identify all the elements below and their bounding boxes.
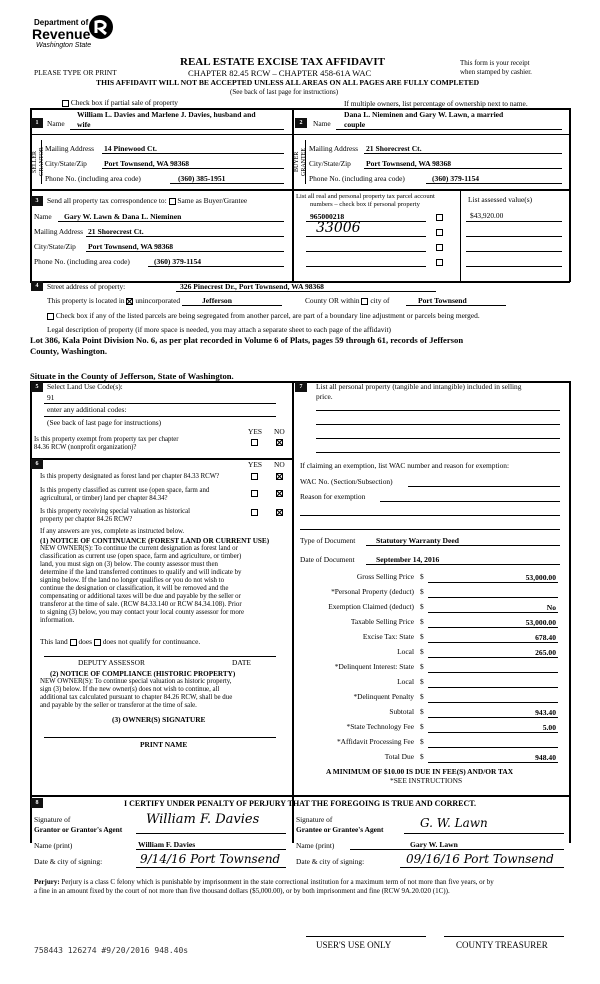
additional-codes-label: enter any additional codes:: [47, 405, 127, 414]
exempt-no-checkbox[interactable]: [276, 439, 283, 446]
city-row: [305, 297, 389, 306]
partial-sale-label: Check box if partial sale of property: [70, 98, 178, 107]
grantor-signature[interactable]: William F. Davies: [146, 812, 260, 827]
tax-row-label: Local: [397, 647, 414, 656]
tax-row-label: *State Technology Fee: [346, 722, 414, 731]
street-label: Street address of property:: [47, 282, 126, 291]
seller-mail-label: Mailing Address: [45, 144, 95, 153]
tax-row-underline: [428, 762, 558, 763]
tax-row-label: Local: [397, 677, 414, 686]
personal-property-label-2: price.: [316, 392, 333, 401]
grantor-sig-label-2: Grantor or Grantor's Agent: [34, 825, 123, 834]
historic-question-2: property per chapter 84.26 RCW?: [40, 516, 133, 523]
wac-label: WAC No. (Section/Subsection): [300, 477, 393, 486]
parcel-2-personal-checkbox[interactable]: [436, 229, 443, 236]
doc-type-label: Type of Document: [300, 536, 356, 545]
tax-row-currency: $: [420, 602, 424, 611]
parcel-1[interactable]: 965000218: [310, 212, 345, 221]
notice-2-line-1: NEW OWNER(S): To continue special valuation as historic property,: [40, 678, 232, 685]
legal-label: Legal description of property (if more space is needed, you may attach a separate sheet to each page of the affidavit): [47, 325, 391, 334]
located-row: [47, 297, 180, 306]
parcel-1-personal-checkbox[interactable]: [436, 214, 443, 221]
does-not-checkbox[interactable]: [94, 639, 101, 646]
notice-1-line-3: land, you must sign on (3) below. The county assessor must then: [40, 561, 218, 568]
current-use-question: Is this property classified as current use (open space, farm and: [40, 487, 210, 494]
tax-row-currency: $: [420, 692, 424, 701]
sec5-no: NO: [274, 427, 285, 436]
tax-row-label: Excise Tax: State: [362, 632, 414, 641]
tax-row-label: Taxable Selling Price: [350, 617, 414, 626]
buyer-mail-value[interactable]: 21 Shorecrest Ct.: [366, 144, 422, 153]
certify-statement: I CERTIFY UNDER PENALTY OF PERJURY THAT THE FOREGOING IS TRUE AND CORRECT.: [124, 799, 477, 808]
exempt-yes-checkbox[interactable]: [251, 439, 258, 446]
grantee-signature[interactable]: G. W. Lawn: [420, 816, 488, 830]
section-8-badge: 8: [31, 798, 43, 808]
tax-row-value[interactable]: 943.40: [535, 708, 556, 717]
dor-logo: [34, 14, 114, 54]
unincorporated-label: unincorporated: [135, 296, 181, 305]
grantor-date-label: Date & city of signing:: [34, 857, 103, 866]
tax-row-currency: $: [420, 617, 424, 626]
perjury-line: [34, 878, 494, 886]
perjury-bold: Perjury:: [34, 878, 60, 886]
seller-city-label: City/State/Zip: [45, 159, 87, 168]
tax-row-underline: [428, 702, 558, 703]
seller-mail-value[interactable]: 14 Pinewood Ct.: [104, 144, 157, 153]
tax-row-label: *Personal Property (deduct): [331, 587, 414, 596]
does-label: does: [78, 637, 92, 646]
located-label: This property is located in: [47, 296, 125, 305]
forest-no-checkbox[interactable]: [276, 473, 283, 480]
deputy-date-label: DATE: [232, 658, 251, 667]
sec5-yes: YES: [248, 427, 262, 436]
doc-type-value[interactable]: Statutory Warranty Deed: [376, 536, 459, 545]
print-name-label: PRINT NAME: [140, 740, 188, 749]
same-as-buyer-checkbox[interactable]: [169, 198, 176, 205]
notice-2-line-2: sign (3) below. If the new owner(s) does not wish to continue, all: [40, 686, 220, 693]
perjury-text-2: a fine in an amount fixed by the court of not more than five thousand dollars ($5,000.00), or by both imprisonment and fine (RCW 9A.20.020 (1C)).: [34, 887, 450, 895]
tax-row-currency: $: [420, 587, 424, 596]
sec3-city-label: City/State/Zip: [34, 242, 76, 251]
tax-row-label: *Affidavit Processing Fee: [336, 737, 414, 746]
tax-row-underline: [428, 717, 558, 718]
tax-row-underline: [428, 747, 558, 748]
tax-row-value[interactable]: 678.40: [535, 633, 556, 642]
see-back-note: (See back of last page for instructions): [230, 88, 339, 96]
assessed-header: List assessed value(s): [468, 195, 533, 204]
tax-row-value[interactable]: 5.00: [542, 723, 556, 732]
does-not-label: does not qualify for continuance.: [102, 637, 201, 646]
form-title: REAL ESTATE EXCISE TAX AFFIDAVIT: [180, 56, 385, 68]
tax-row-value[interactable]: 265.00: [535, 648, 556, 657]
section-3-badge: 3: [31, 196, 43, 206]
buyer-vertical-label: BUYER GRANTEE: [294, 148, 308, 176]
grantor-date-value[interactable]: 9/14/16 Port Townsend: [140, 852, 281, 866]
segregated-label: Check box if any of the listed parcels are being segregated from another parcel, are part of a boundary line adjustment or parcels being merged.: [55, 311, 480, 320]
parcels-header-2: numbers – check box if personal property: [310, 201, 420, 208]
forest-question: Is this property designated as forest land per chapter 84.33 RCW?: [40, 473, 220, 480]
seller-phone-label: Phone No. (including area code): [45, 174, 141, 183]
tax-row-label: *Delinquent Penalty: [353, 692, 414, 701]
tax-row-currency: $: [420, 662, 424, 671]
not-accepted-note: THIS AFFIDAVIT WILL NOT BE ACCEPTED UNLESS ALL AREAS ON ALL PAGES ARE FULLY COMPLETED: [96, 78, 480, 87]
buyer-city-label: City/State/Zip: [309, 159, 351, 168]
section-2-badge: 2: [295, 118, 307, 128]
tax-row-underline: [428, 612, 558, 613]
city-value[interactable]: Port Townsend: [418, 296, 467, 305]
street-value[interactable]: 326 Pinecrest Dr., Port Townsend, WA 98368: [180, 282, 324, 291]
assessed-value-1[interactable]: $43,920.00: [470, 211, 504, 220]
historic-no-checkbox[interactable]: [276, 509, 283, 516]
grantee-name-value[interactable]: Gary W. Lawn: [410, 840, 458, 849]
legal-line-1: Lot 386, Kala Point Division No. 6, as per plat recorded in Volume 6 of Plats, pages 59 through 61, records of Jefferson: [30, 335, 464, 345]
tax-row-currency: $: [420, 632, 424, 641]
notice-1-line-9: to signing (3) below, you may contact your local county assessor for more: [40, 609, 245, 616]
tax-row-value[interactable]: 948.40: [535, 753, 556, 762]
buyer-name-label: Name: [313, 119, 331, 128]
does-checkbox[interactable]: [70, 639, 77, 646]
tax-row-currency: $: [420, 737, 424, 746]
personal-property-label: List all personal property (tangible and intangible) included in selling: [316, 382, 522, 391]
parcel-3-personal-checkbox[interactable]: [436, 244, 443, 251]
section-6-badge: 6: [31, 459, 43, 469]
parcel-4-personal-checkbox[interactable]: [436, 259, 443, 266]
doc-date-value[interactable]: September 14, 2016: [376, 555, 440, 564]
logo-dept: Department of: [34, 18, 89, 27]
exempt-question: Is this property exempt from property tax per chapter: [34, 436, 179, 443]
section-1-badge: 1: [31, 118, 43, 128]
tax-row-underline: [428, 627, 558, 628]
notice-2-line-4: and payable by the seller or transferor at the time of sale.: [40, 702, 197, 709]
sec3-mail-label: Mailing Address: [34, 227, 84, 236]
grantee-name-label: Name (print): [296, 841, 335, 850]
grantee-sig-label-1: Signature of: [296, 815, 333, 824]
sec6-yes: YES: [248, 460, 262, 469]
tax-row-underline: [428, 687, 558, 688]
form-chapter: CHAPTER 82.45 RCW – CHAPTER 458-61A WAC: [188, 68, 372, 78]
land-use-label: Select Land Use Code(s):: [47, 382, 123, 391]
seller-name-line-1: William L. Davies and Marlene J. Davies, husband and: [77, 110, 256, 119]
tax-row-currency: $: [420, 647, 424, 656]
tax-row-value[interactable]: No: [546, 603, 556, 612]
correspondence-row: [47, 197, 247, 206]
notice-1-line-7: compensating or additional taxes will be due and payable by the seller or: [40, 593, 241, 600]
buyer-phone-label: Phone No. (including area code): [309, 174, 405, 183]
tax-row-label: Gross Selling Price: [356, 572, 414, 581]
sec3-mail-value[interactable]: 21 Shorecrest Ct.: [88, 227, 144, 236]
reason-label: Reason for exemption: [300, 492, 366, 501]
county-treasurer-label: COUNTY TREASURER: [456, 940, 548, 950]
parcels-header-1: List all real and personal property tax parcel account: [296, 193, 435, 200]
sec3-name-value[interactable]: Gary W. Lawn & Dana L. Nieminen: [64, 212, 182, 221]
seller-name-line-2: wife: [77, 120, 91, 129]
please-type: PLEASE TYPE OR PRINT: [34, 68, 117, 77]
notice-1-line-4: determine if the land transferred continues to qualify and will indicate by: [40, 569, 242, 576]
seller-vertical-label: SELLER GRANTOR: [32, 147, 46, 177]
logo-name: Revenue: [32, 26, 91, 42]
city-checkbox[interactable]: [361, 298, 368, 305]
tax-row-currency: $: [420, 677, 424, 686]
notice-1-line-6: continue the designation or classification, it will be removed and the: [40, 585, 229, 592]
notice-1-line-5: signing below. If the land no longer qualifies or you do not wish to: [40, 577, 225, 584]
current-use-no-checkbox[interactable]: [276, 490, 283, 497]
grantor-sig-label-1: Signature of: [34, 815, 71, 824]
grantee-sig-label-2: Grantee or Grantee's Agent: [296, 825, 384, 834]
section-7-badge: 7: [295, 382, 307, 392]
tax-row-underline: [428, 732, 558, 733]
tax-row-currency: $: [420, 707, 424, 716]
tax-row-underline: [428, 597, 558, 598]
tax-row-value[interactable]: 53,000.00: [525, 618, 556, 627]
deputy-assessor-label: DEPUTY ASSESSOR: [78, 658, 145, 667]
situate-line: Situate in the County of Jefferson, State of Washington.: [30, 371, 234, 381]
tax-row-underline: [428, 582, 558, 583]
land-use-code[interactable]: 91: [47, 393, 55, 402]
correspondence-label: Send all property tax correspondence to:: [47, 196, 167, 205]
county-or-label: County OR within: [305, 296, 360, 305]
receipt-note-2: when stamped by cashier.: [460, 68, 532, 76]
historic-yes-checkbox[interactable]: [251, 509, 258, 516]
logo-emblem-icon: [88, 14, 114, 40]
partial-sale-row: [62, 99, 178, 108]
any-yes-note: If any answers are yes, complete as instructed below.: [40, 528, 185, 535]
minimum-fee-note: A MINIMUM OF $10.00 IS DUE IN FEE(S) AND/OR TAX: [326, 767, 514, 776]
logo-state: Washington State: [36, 42, 92, 49]
section-4-badge: 4: [31, 281, 43, 291]
this-land-label: This land: [40, 637, 68, 646]
county-value[interactable]: Jefferson: [202, 296, 232, 305]
tax-row-label: Total Due: [384, 752, 414, 761]
tax-row-currency: $: [420, 752, 424, 761]
city-of-label: city of: [370, 296, 390, 305]
buyer-city-value[interactable]: Port Townsend, WA 98368: [366, 159, 452, 168]
parcel-2-handwritten[interactable]: 33006: [316, 220, 361, 236]
buyer-phone-value[interactable]: (360) 379-1154: [432, 174, 480, 183]
legal-line-2: County, Washington.: [30, 346, 107, 356]
seller-name-label: Name: [47, 119, 65, 128]
notice-1-line-8: transferor at the time of sale. (RCW 84.33.140 or RCW 84.34.108). Prior: [40, 601, 242, 608]
multiple-owners-note: If multiple owners, list percentage of ownership next to name.: [344, 99, 528, 108]
forest-yes-checkbox[interactable]: [251, 473, 258, 480]
sec6-no: NO: [274, 460, 285, 469]
tax-row-label: *Delinquent Interest: State: [334, 662, 414, 671]
doc-date-label: Date of Document: [300, 555, 355, 564]
historic-question: Is this property receiving special valuation as historical: [40, 508, 191, 515]
sec3-name-label: Name: [34, 212, 52, 221]
notice-2-line-3: additional tax calculated pursuant to chapter 84.26 RCW, shall be due: [40, 694, 233, 701]
partial-sale-checkbox[interactable]: [62, 100, 69, 107]
sec3-city-value[interactable]: Port Townsend, WA 98368: [88, 242, 174, 251]
tax-row-underline: [428, 642, 558, 643]
notice-1-line-1: NEW OWNER(S): To continue the current designation as forest land or: [40, 545, 238, 552]
land-use-see-back: (See back of last page for instructions): [47, 418, 162, 427]
continuance-row: [40, 638, 200, 647]
buyer-mail-label: Mailing Address: [309, 144, 359, 153]
notice-1-line-2: classification as current use (open space, farm and agriculture, or timber): [40, 553, 242, 560]
tax-row-label: Subtotal: [389, 707, 414, 716]
seller-city-value[interactable]: Port Townsend, WA 98368: [104, 159, 190, 168]
buyer-name-line-1: Dana L. Nieminen and Gary W. Lawn, a married: [344, 110, 504, 119]
sec3-phone-label: Phone No. (including area code): [34, 257, 130, 266]
perjury-text: Perjury is a class C felony which is punishable by imprisonment in the state correctional institution for a maximum term of not more than five years, or by: [61, 878, 494, 886]
tax-row-label: Exemption Claimed (deduct): [328, 602, 414, 611]
see-instructions-note: *SEE INSTRUCTIONS: [390, 776, 463, 785]
notice-compliance-title: (2) NOTICE OF COMPLIANCE (HISTORIC PROPERTY): [50, 670, 236, 678]
grantee-date-value[interactable]: 09/16/16 Port Townsend: [406, 852, 554, 866]
same-as-buyer-label: Same as Buyer/Grantee: [177, 196, 248, 205]
section-5-badge: 5: [31, 382, 43, 392]
tax-row-currency: $: [420, 722, 424, 731]
segregated-checkbox[interactable]: [47, 313, 54, 320]
notice-1-line-10: information.: [40, 617, 75, 624]
grantor-name-label: Name (print): [34, 841, 73, 850]
cashier-stamp: 758443 126274 #9/20/2016 948.40s: [34, 946, 189, 955]
notice-continuance-title: (1) NOTICE OF CONTINUANCE (FOREST LAND OR CURRENT USE): [40, 537, 270, 545]
seller-phone-value[interactable]: (360) 385-1951: [178, 174, 226, 183]
exempt-question-2: 84.36 RCW (nonprofit organization)?: [34, 444, 137, 451]
tax-row-currency: $: [420, 572, 424, 581]
segregated-row: [47, 312, 480, 321]
exemption-label: If claiming an exemption, list WAC number and reason for exemption:: [300, 461, 510, 470]
tax-row-underline: [428, 672, 558, 673]
tax-row-value[interactable]: 53,000.00: [525, 573, 556, 582]
current-use-yes-checkbox[interactable]: [251, 490, 258, 497]
unincorporated-checkbox[interactable]: [126, 298, 133, 305]
tax-row-underline: [428, 657, 558, 658]
buyer-name-line-2: couple: [344, 120, 366, 129]
current-use-question-2: agricultural, or timber) land per chapter 84.34?: [40, 495, 168, 502]
treasurer-use-label: USER'S USE ONLY: [316, 940, 392, 950]
sec3-phone-value[interactable]: (360) 379-1154: [154, 257, 202, 266]
receipt-note: This form is your receipt: [460, 59, 530, 67]
grantor-name-value[interactable]: William F. Davies: [138, 840, 196, 849]
owner-signature-label: (3) OWNER(S) SIGNATURE: [112, 715, 206, 724]
grantee-date-label: Date & city of signing:: [296, 857, 365, 866]
